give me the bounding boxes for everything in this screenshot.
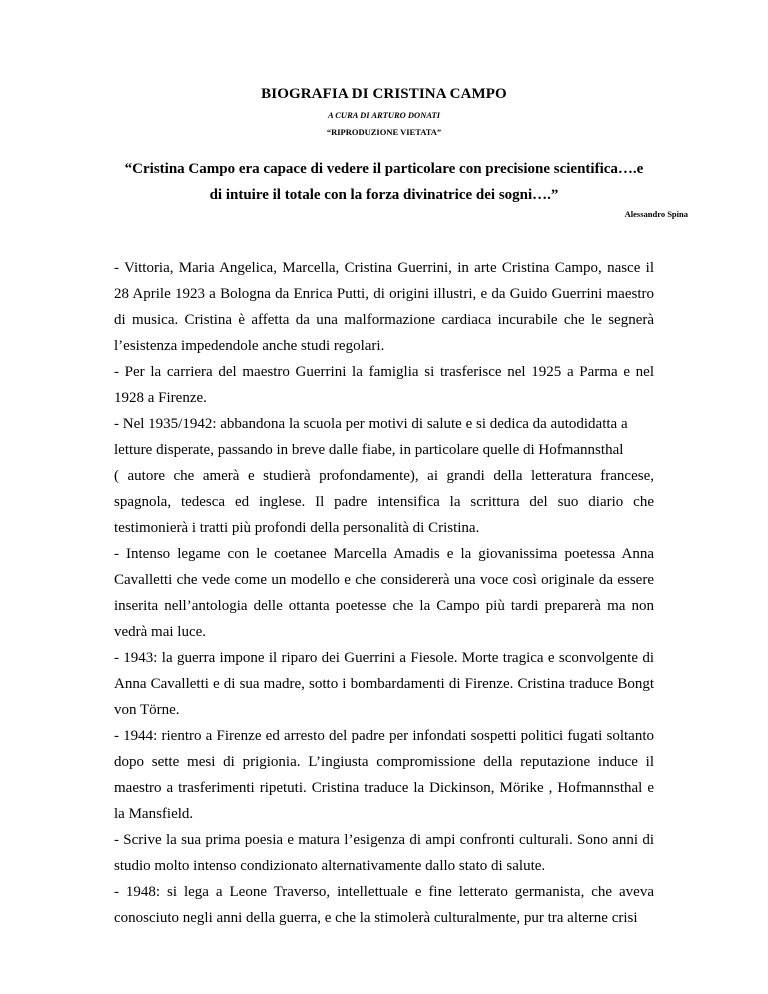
- curator-line: A CURA DI ARTURO DONATI: [327, 110, 441, 120]
- paragraph-birth: - Vittoria, Maria Angelica, Marcella, Cristina Guerrini, in arte Cristina Campo, nasce il 28 Aprile 1923 a Bologna da Enrica Putti, di origini illustri, e da Guido Guerrini maestro di musica. Cristina è affetta da una malformazione cardiaca incurabile che le segnerà l’esistenza impedendole anche studi regolari.: [114, 260, 654, 354]
- paragraph-1943: - 1943: la guerra impone il riparo dei Guerrini a Fiesole. Morte tragica e sconvolgente di Anna Cavalletti e di sua madre, sotto i bombardamenti di Firenze. Cristina traduce Bongt von Törne.: [114, 650, 654, 718]
- paragraph-1935-1942: - Nel 1935/1942: abbandona la scuola per motivi di salute e si dedica da autodidatta a letture disperate, passando in breve dalle fiabe, in particolare quelle di Hofmannsthal: [114, 416, 628, 458]
- paragraph-relocation: - Per la carriera del maestro Guerrini la famiglia si trasferisce nel 1925 a Parma e nel 1928 a Firenze.: [114, 364, 654, 406]
- paragraph-1944: - 1944: rientro a Firenze ed arresto del padre per infondati sospetti politici fugati soltanto dopo sette mesi di prigionia. L’ingiusta compromissione della reputazione induce il maestro a trasferimenti ripetuti. Cristina traduce la Dickinson, Mörike , Hofmannsthal e la Mansfield.: [114, 728, 654, 822]
- reproduction-notice: “RIPRODUZIONE VIETATA”: [326, 127, 442, 137]
- document-title: BIOGRAFIA DI CRISTINA CAMPO: [261, 86, 507, 102]
- epigraph-quote: “Cristina Campo era capace di vedere il particolare con precisione scientifica….e di intuire il totale con la forza divinatrice dei sogni….”: [124, 161, 644, 203]
- paragraph-hofmannsthal: ( autore che amerà e studierà profondamente), ai grandi della letteratura francese, spagnola, tedesca ed inglese. Il padre intensifica la scrittura del suo diario che testimonierà i tratti più profondi della personalità di Cristina.: [114, 468, 654, 536]
- epigraph-author: Alessandro Spina: [624, 209, 688, 219]
- biography-body: [114, 255, 654, 931]
- paragraph-first-poem: - Scrive la sua prima poesia e matura l’esigenza di ampi confronti culturali. Sono anni di studio molto intenso condizionato alternativamente dallo stato di salute.: [114, 832, 654, 874]
- paragraph-friendships: - Intenso legame con le coetanee Marcella Amadis e la giovanissima poetessa Anna Cavalletti che vede come un modello e che considererà una voce così originale da essere inserita nell’antologia delle ottanta poetesse che la Campo più tardi preparerà ma non vedrà mai luce.: [114, 546, 654, 640]
- paragraph-1948: - 1948: si lega a Leone Traverso, intellettuale e fine letterato germanista, che aveva conosciuto negli anni della guerra, e che la stimolerà culturalmente, pur tra alterne crisi: [114, 884, 654, 926]
